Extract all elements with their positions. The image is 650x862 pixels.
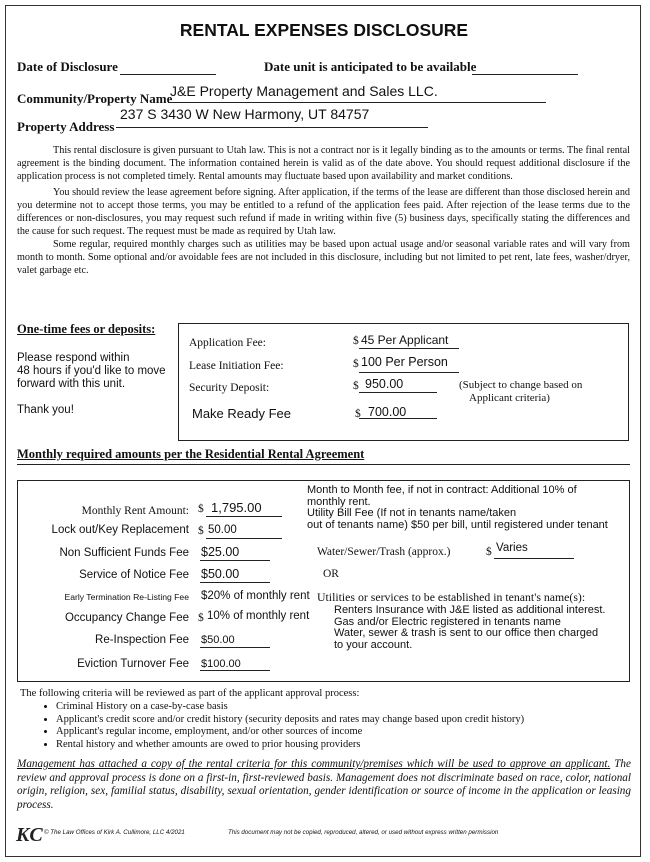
application-fee-underline	[359, 348, 459, 349]
lease-initiation-value: 100 Per Person	[361, 355, 448, 369]
address-value: 237 S 3430 W New Harmony, UT 84757	[120, 106, 370, 122]
footer-notice: This document may not be copied, reproduced, altered, or used without express written permission	[228, 829, 499, 836]
lockout-underline	[206, 538, 282, 539]
monthly-rent-value: 1,795.00	[211, 500, 262, 515]
date-of-disclosure-field[interactable]	[120, 74, 216, 75]
lease-initiation-currency: $	[353, 358, 359, 370]
page-title: RENTAL EXPENSES DISCLOSURE	[179, 20, 469, 40]
water-sewer-underline	[494, 558, 574, 559]
one-time-heading: One-time fees or deposits:	[17, 322, 156, 336]
early-termination-value: $20% of monthly rent	[201, 590, 310, 602]
nsf-underline	[200, 560, 270, 561]
monthly-box	[17, 480, 630, 682]
application-fee-label: Application Fee:	[189, 337, 266, 349]
community-value: J&E Property Management and Sales LLC.	[170, 83, 438, 99]
criteria-list	[34, 701, 646, 751]
lockout-currency: $	[198, 525, 204, 537]
lockout-value: 50.00	[208, 524, 237, 536]
utilities-established-label: Utilities or services to be established in tenant's name(s):	[317, 590, 586, 604]
intro-paragraph-2: You should review the lease agreement before signing. After application, if the terms of the lease are different than those disclosed herein and you determine not to accept those terms, you may be entitled to a refund of the application fees paid. After rejection of the lease terms due to the differences or non-disclosures, you may request such refund if made in writing within five (5) business days, specifically stating the differences and the cause for such request. The request must be made as required by Utah law.	[17, 187, 631, 237]
lease-initiation-underline	[359, 372, 459, 373]
law-office-logo: KC	[16, 824, 43, 846]
criteria-intro: The following criteria will be reviewed as part of the applicant approval process:	[20, 688, 360, 699]
reinspection-label: Re-Inspection Fee	[95, 634, 189, 646]
reinspection-underline	[200, 647, 270, 648]
security-note-line-2: Applicant criteria)	[469, 391, 550, 404]
water-sewer-label: Water/Sewer/Trash (approx.)	[317, 546, 451, 558]
respond-note	[17, 352, 166, 391]
m2m-line-2: monthly rent.	[307, 495, 371, 508]
criteria-item: • Applicant's credit score and/or credit history (security deposits and rates may change based upon credit history)	[56, 714, 646, 727]
security-note-line-1: (Subject to change based on	[459, 379, 583, 391]
util-note-4: to your account.	[334, 638, 413, 651]
utility-line-2: out of tenants name) $50 per bill, until registered under tenant	[307, 518, 608, 531]
community-label: Community/Property Name	[17, 91, 173, 106]
criteria-item: • Applicant's regular income, employment, and/or other sources of income	[56, 726, 646, 739]
monthly-rent-underline	[206, 516, 282, 517]
water-sewer-value: Varies	[496, 542, 528, 554]
make-ready-currency: $	[355, 408, 361, 420]
lockout-label: Lock out/Key Replacement	[51, 524, 189, 536]
eviction-turnover-value: $100.00	[201, 658, 241, 670]
footer-copyright: © The Law Offices of Kirk A. Cullimore, LLC 4/2021	[44, 829, 185, 836]
util-note-3: Water, sewer & trash is sent to our office then charged	[334, 627, 599, 639]
security-deposit-underline	[359, 392, 437, 393]
make-ready-value: 700.00	[368, 405, 407, 419]
respond-note-line-2: 48 hours if you'd like to move	[17, 365, 166, 377]
criteria-item: • Criminal History on a case-by-case basis	[56, 701, 646, 714]
application-fee-value: 45 Per Applicant	[361, 333, 449, 347]
notice-fee-label: Service of Notice Fee	[79, 569, 189, 581]
address-label: Property Address	[17, 119, 115, 134]
monthly-rent-currency: $	[198, 503, 204, 515]
nsf-label: Non Sufficient Funds Fee	[59, 547, 189, 559]
disclosure-page	[5, 5, 641, 857]
security-deposit-note	[459, 379, 582, 404]
security-deposit-value: 950.00	[365, 377, 404, 391]
statement-underlined: Management has attached a copy of the rental criteria for this community/premises which will be used to approve an applicant.	[17, 758, 611, 770]
month-to-month-text	[307, 485, 608, 531]
util-note-2: Gas and/or Electric registered in tenants name	[334, 615, 561, 628]
make-ready-label: Make Ready Fee	[192, 406, 291, 421]
lease-initiation-label: Lease Initiation Fee:	[189, 360, 284, 372]
reinspection-value: $50.00	[201, 634, 235, 646]
monthly-rent-label: Monthly Rent Amount:	[81, 505, 189, 517]
community-underline	[168, 102, 546, 103]
nsf-value: $25.00	[201, 545, 240, 559]
or-text: OR	[323, 568, 339, 580]
date-available-label: Date unit is anticipated to be available	[264, 59, 477, 74]
statement-rest: The review and approval process is done on a first-in, first-reviewed basis. Management does not discriminate based on race, color, national origin, religion, sex, familial status, disability, sexual orientation, gender identification or source of income in the application or leasing process.	[17, 758, 631, 811]
application-fee-currency: $	[353, 335, 359, 347]
address-underline	[116, 127, 428, 128]
respond-note-line-1: Please respond within	[17, 352, 130, 364]
criteria-item: • Rental history and whether amounts are owed to prior housing providers	[56, 739, 646, 752]
occupancy-change-label: Occupancy Change Fee	[64, 612, 189, 624]
notice-fee-underline	[200, 582, 270, 583]
date-of-disclosure-label: Date of Disclosure	[17, 59, 118, 74]
eviction-turnover-underline	[200, 670, 270, 671]
intro-text	[17, 144, 630, 277]
intro-paragraph-3: Some regular, required monthly charges such as utilities may be based upon actual usage and/or seasonal variable rates and will vary from month to month. Some optional and/or avoidable fees are not included in this disclosure, including but not limited to pet rent, late fees, washer/dryer, valet garbage etc.	[17, 239, 630, 276]
eviction-turnover-label: Eviction Turnover Fee	[77, 658, 189, 670]
monthly-heading: Monthly required amounts per the Residential Rental Agreement	[17, 447, 365, 461]
m2m-line-1: Month to Month fee, if not in contract: Additional 10% of	[307, 484, 577, 496]
water-currency: $	[486, 546, 492, 558]
early-termination-label: Early Termination Re-Listing Fee	[64, 592, 189, 602]
security-deposit-label: Security Deposit:	[189, 382, 270, 394]
occupancy-change-value: 10% of monthly rent	[207, 610, 310, 622]
date-available-field[interactable]	[472, 74, 578, 75]
utility-line-1: Utility Bill Fee (If not in tenants name/taken	[307, 507, 517, 519]
management-statement	[17, 758, 631, 812]
util-note-1: Renters Insurance with J&E listed as additional interest.	[334, 604, 606, 616]
occupancy-currency: $	[198, 612, 204, 624]
thank-you-text: Thank you!	[17, 404, 74, 416]
one-time-fees-box	[178, 323, 629, 441]
utilities-notes	[334, 605, 605, 651]
respond-note-line-3: forward with this unit.	[17, 378, 126, 390]
intro-paragraph-1: This rental disclosure is given pursuant to Utah law. This is not a contract nor is it legally binding as to the amounts or terms. The final rental agreement is the binding document. The information contained herein is valid as of the date above. You should request additional disclosure if the application process is not completed timely. Rental amounts may fluctuate based upon availability and market conditions.	[17, 145, 630, 182]
make-ready-underline	[359, 418, 437, 419]
monthly-heading-rule	[17, 464, 630, 465]
security-deposit-currency: $	[353, 380, 359, 392]
notice-fee-value: $50.00	[201, 567, 240, 581]
